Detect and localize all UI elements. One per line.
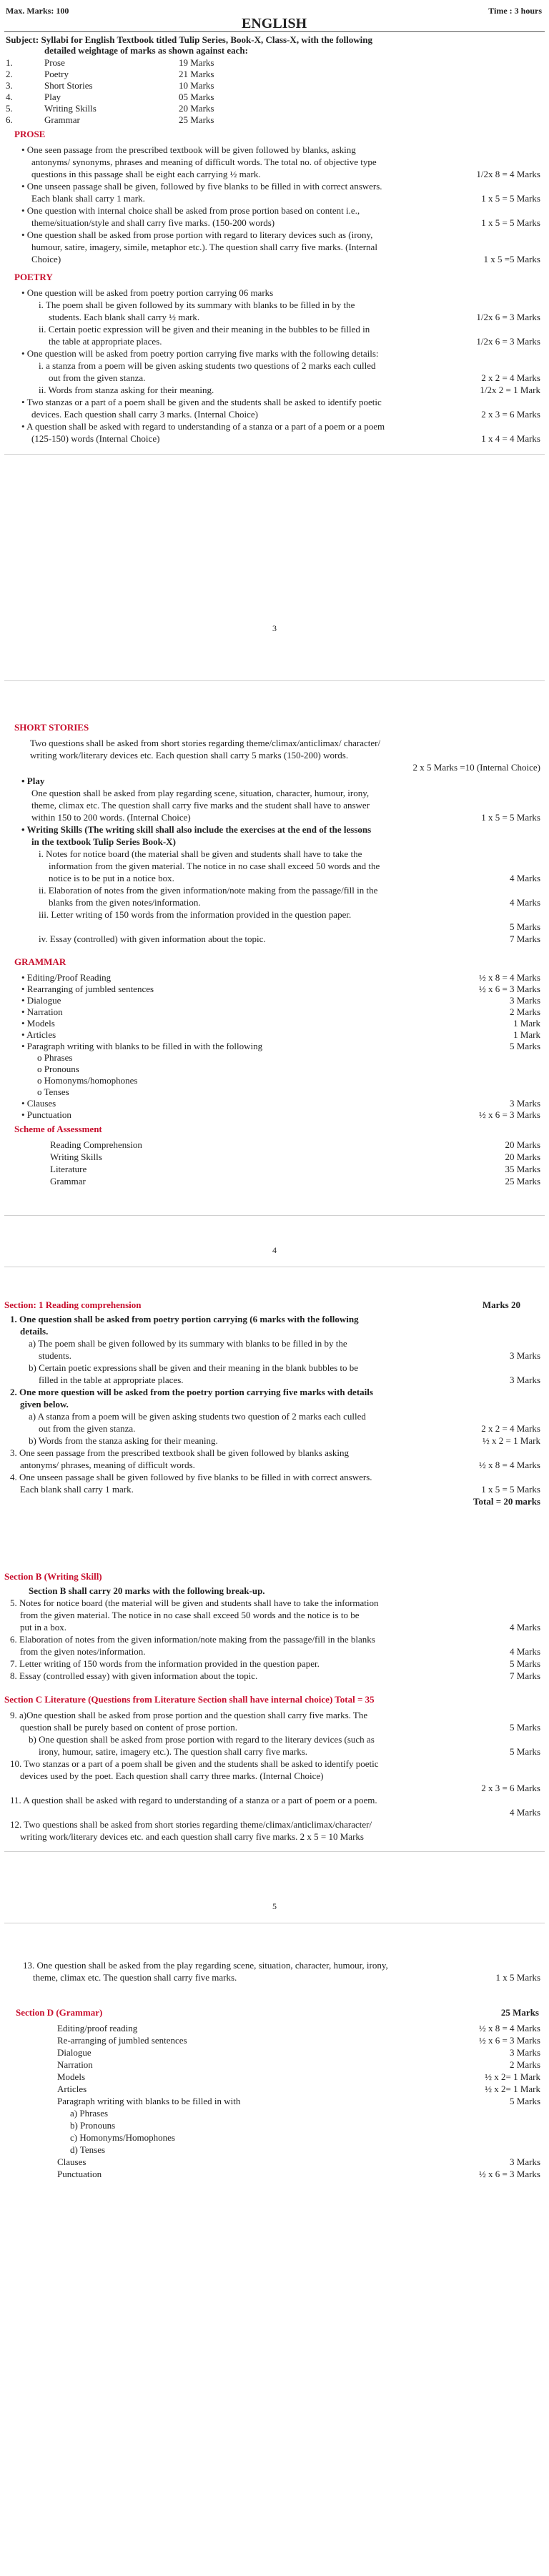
text-line: iv. Essay (controlled) with given information about the topic.: [39, 933, 266, 944]
text-line: • Rearranging of jumbled sentences: [21, 984, 154, 994]
marks-label: 4 Marks: [510, 1646, 540, 1657]
text-line: ii. Elaboration of notes from the given information/note making from the passage/fill in the: [39, 885, 378, 896]
marks-label: 4 Marks: [510, 873, 540, 883]
weightage-name: Grammar: [44, 114, 80, 125]
weightage-name: Poetry: [44, 69, 69, 79]
page-number: 3: [272, 623, 277, 633]
weightage-num: 6.: [6, 114, 13, 125]
text-line: (125-150) words (Internal Choice): [31, 433, 160, 444]
text-line: theme/situation/style and shall carry five marks. (150-200 words): [31, 217, 275, 228]
marks-label: 1/2x 2 = 1 Mark: [480, 385, 540, 395]
page-number: 5: [272, 1901, 277, 1911]
weightage-marks: 21 Marks: [179, 69, 214, 79]
text-line: • Editing/Proof Reading: [21, 972, 112, 983]
time-label: Time : 3 hours: [488, 6, 542, 16]
text-line: • Writing Skills (The writing skill shall also include the exercises at the end of the lessons: [21, 824, 372, 835]
page-separator: [4, 1851, 545, 1852]
text-line: devices used by the poet. Each question shall carry three marks. (Internal Choice): [20, 1770, 324, 1781]
text-line: o Pronouns: [37, 1064, 79, 1074]
text-line: 4. One unseen passage shall be given followed by five blanks to be filled in with correct answers.: [10, 1472, 372, 1482]
text-line: ii. Words from stanza asking for their meaning.: [39, 385, 214, 395]
text-line: iii. Letter writing of 150 words from the information provided in the question paper.: [39, 909, 352, 920]
text-line: Section B shall carry 20 marks with the following break-up.: [29, 1585, 265, 1596]
text-line: • Punctuation: [21, 1109, 71, 1120]
text-line: devices. Each question shall carry 3 marks. (Internal Choice): [31, 409, 258, 420]
marks-label: ½ x 8 = 4 Marks: [478, 1460, 540, 1470]
text-line: details.: [20, 1326, 49, 1337]
text-line: b) One question shall be asked from prose portion with regard to the literary devices (such as: [29, 1734, 375, 1745]
page-separator: [4, 1215, 545, 1216]
text-line: 3. One seen passage from the prescribed textbook shall be given followed by blanks asking: [10, 1447, 350, 1458]
weightage-marks: 10 Marks: [179, 80, 214, 91]
text-line: Paragraph writing with blanks to be filled in with: [57, 2096, 241, 2106]
text-line: • One question will be asked from poetry portion carrying five marks with the following details:: [21, 348, 379, 359]
marks-label: 4 Marks: [510, 1807, 540, 1818]
text-line: i. a stanza from a poem will be given asking students two questions of 2 marks each culled: [39, 360, 376, 371]
text-line: o Tenses: [37, 1086, 69, 1097]
marks-label: 5 Marks: [510, 1722, 540, 1733]
scheme-row-name: Grammar: [50, 1176, 86, 1187]
text-line: 1. One question shall be asked from poetry portion carrying (6 marks with the following: [10, 1314, 359, 1324]
marks-label: 1/2x 6 = 3 Marks: [476, 312, 540, 322]
text-line: theme, climax etc. The question shall carry five marks.: [33, 1972, 237, 1983]
text-line: Editing/proof reading: [57, 2023, 138, 2033]
text-line: put in a box.: [20, 1622, 66, 1633]
marks-label: 1 x 5 =5 Marks: [483, 254, 540, 264]
marks-label: 3 Marks: [510, 995, 540, 1006]
text-line: Each blank shall carry 1 mark.: [20, 1484, 134, 1495]
text-line: humour, satire, imagery, simile, metaphor etc.). The question shall carry five marks. (Internal: [31, 242, 377, 252]
marks-label: 3 Marks: [510, 1374, 540, 1385]
text-line: within 150 to 200 words. (Internal Choice): [31, 812, 191, 823]
marks-label: 5 Marks: [510, 1658, 540, 1669]
text-line: a) Phrases: [70, 2108, 109, 2119]
marks-label: 2 x 3 = 6 Marks: [481, 1783, 540, 1793]
weightage-num: 2.: [6, 69, 13, 79]
text-line: question shall be purely based on content of prose portion.: [20, 1722, 237, 1733]
marks-label: 5 Marks: [510, 1041, 540, 1051]
marks-label: 1 x 5 = 5 Marks: [481, 217, 540, 228]
marks-label: 3 Marks: [510, 1350, 540, 1361]
subject-line-1: Subject: Syllabi for English Textbook titled Tulip Series, Book-X, Class-X, with the following: [6, 34, 372, 45]
page-separator: [4, 680, 545, 681]
prose-heading: PROSE: [14, 129, 46, 139]
text-line: out from the given stanza.: [49, 372, 146, 383]
text-line: Clauses: [57, 2156, 86, 2167]
text-line: writing work/literary devices etc. and each question shall carry five marks. 2 x 5 = 10 Marks: [20, 1831, 364, 1842]
marks-label: 1 x 5 Marks: [495, 1972, 540, 1983]
header-rule: [4, 31, 545, 32]
text-line: ii. Certain poetic expression will be given and their meaning in the bubbles to be filled in: [39, 324, 370, 335]
text-line: b) Words from the stanza asking for their meaning.: [29, 1435, 218, 1446]
text-line: questions in this passage shall be eight each carrying ½ mark.: [31, 169, 261, 179]
scheme-row-marks: 35 Marks: [505, 1164, 540, 1174]
text-line: c) Homonyms/Homophones: [70, 2132, 175, 2143]
text-line: • One question shall be asked from prose portion with regard to literary devices such as (irony,: [21, 229, 373, 240]
text-line: • Dialogue: [21, 995, 61, 1006]
text-line: • Play: [21, 776, 45, 786]
section1-heading: Section: 1 Reading comprehension: [4, 1299, 142, 1310]
weightage-name: Writing Skills: [44, 103, 97, 114]
text-line: • Articles: [21, 1029, 56, 1040]
text-line: Articles: [57, 2084, 87, 2094]
marks-label: 1 x 4 = 4 Marks: [481, 433, 540, 444]
text-line: • One question with internal choice shall be asked from prose portion based on content i.e.,: [21, 205, 360, 216]
marks-label: 2 x 2 = 4 Marks: [481, 372, 540, 383]
text-line: Models: [57, 2071, 85, 2082]
short-stories-heading: SHORT STORIES: [14, 722, 89, 733]
scheme-row-name: Writing Skills: [50, 1151, 102, 1162]
text-line: d) Tenses: [70, 2144, 106, 2155]
marks-label: 7 Marks: [510, 933, 540, 944]
text-line: Two questions shall be asked from short stories regarding theme/climax/anticlimax/ character/: [30, 738, 381, 748]
text-line: 9. a)One question shall be asked from prose portion and the question shall carry five marks. The: [10, 1710, 368, 1720]
text-line: b) Certain poetic expressions shall be given and their meaning in the blank bubbles to be: [29, 1362, 359, 1373]
text-line: Each blank shall carry 1 mark.: [31, 193, 145, 204]
text-line: the table at appropriate places.: [49, 336, 162, 347]
text-line: writing work/literary devices etc. Each question shall carry 5 marks (150-200) words.: [30, 750, 349, 761]
weightage-num: 1.: [6, 57, 13, 68]
sectionB-heading: Section B (Writing Skill): [4, 1571, 102, 1582]
marks-label: ½ x 2= 1 Mark: [485, 2071, 540, 2082]
scheme-row-marks: 25 Marks: [505, 1176, 540, 1187]
poetry-heading: POETRY: [14, 272, 53, 282]
sectionC-heading: Section C Literature (Questions from Literature Section shall have internal choice) Total = 35: [4, 1694, 375, 1705]
text-line: Narration: [57, 2059, 93, 2070]
text-line: i. Notes for notice board (the material shall be given and students shall have to take the: [39, 848, 362, 859]
marks-label: ½ x 6 = 3 Marks: [478, 2035, 540, 2046]
weightage-name: Play: [44, 91, 61, 102]
text-line: antonyms/ phrases, meaning of difficult words.: [20, 1460, 195, 1470]
scheme-row-name: Reading Comprehension: [50, 1139, 142, 1150]
section1-marks: Marks 20: [482, 1299, 520, 1310]
text-line: 12. Two questions shall be asked from short stories regarding theme/climax/anticlimax/character/: [10, 1819, 372, 1830]
marks-label: 2 Marks: [510, 1006, 540, 1017]
page-number: 4: [272, 1245, 277, 1255]
text-line: • Models: [21, 1018, 55, 1029]
marks-label: 3 Marks: [510, 2156, 540, 2167]
text-line: One question shall be asked from play regarding scene, situation, character, humour, irony,: [31, 788, 370, 798]
text-line: 10. Two stanzas or a part of a poem shall be given and the students shall be asked to identify poetic: [10, 1758, 379, 1769]
text-line: Punctuation: [57, 2169, 102, 2179]
marks-label: ½ x 8 = 4 Marks: [478, 972, 540, 983]
marks-label: 3 Marks: [510, 1098, 540, 1109]
weightage-num: 5.: [6, 103, 13, 114]
sectionD-marks: 25 Marks: [500, 2007, 539, 2018]
marks-label: 5 Marks: [510, 2096, 540, 2106]
text-line: 8. Essay (controlled essay) with given information about the topic.: [10, 1670, 258, 1681]
text-line: • Narration: [21, 1006, 63, 1017]
text-line: antonyms/ synonyms, phrases and meaning of difficult words. The total no. of objective type: [31, 157, 377, 167]
page-separator: [4, 454, 545, 455]
marks-label: 4 Marks: [510, 1622, 540, 1633]
text-line: o Phrases: [37, 1052, 73, 1063]
text-line: 2. One more question will be asked from the poetry portion carrying five marks with details: [10, 1387, 373, 1397]
text-line: • One seen passage from the prescribed textbook will be given followed by blanks, asking: [21, 144, 356, 155]
text-line: 5. Notes for notice board (the material will be given and students shall have to take the information: [10, 1597, 379, 1608]
marks-label: ½ x 2 = 1 Mark: [483, 1435, 540, 1446]
marks-label: 1/2x 6 = 3 Marks: [476, 336, 540, 347]
text-line: out from the given stanza.: [39, 1423, 136, 1434]
marks-label: 4 Marks: [510, 897, 540, 908]
weightage-num: 3.: [6, 80, 13, 91]
text-line: • One question will be asked from poetry portion carrying 06 marks: [21, 287, 274, 298]
marks-label: ½ x 6 = 3 Marks: [478, 984, 540, 994]
text-line: • Paragraph writing with blanks to be filled in with the following: [21, 1041, 263, 1051]
sectionD-heading: Section D (Grammar): [16, 2007, 103, 2018]
weightage-marks: 19 Marks: [179, 57, 214, 68]
weightage-marks: 20 Marks: [179, 103, 214, 114]
text-line: from the given notes/information.: [20, 1646, 146, 1657]
text-line: 13. One question shall be asked from the play regarding scene, situation, character, humour, irony,: [23, 1960, 388, 1971]
marks-label: 1 Mark: [513, 1018, 540, 1029]
text-line: students.: [39, 1350, 71, 1361]
scheme-row-marks: 20 Marks: [505, 1139, 540, 1150]
marks-label: 2 x 2 = 4 Marks: [481, 1423, 540, 1434]
marks-label: Total = 20 marks: [473, 1496, 540, 1507]
text-line: notice is to be put in a notice box.: [49, 873, 174, 883]
marks-label: 1/2x 8 = 4 Marks: [476, 169, 540, 179]
page-title: ENGLISH: [242, 16, 307, 31]
text-line: 11. A question shall be asked with regard to understanding of a stanza or a part of poem or a poem.: [10, 1795, 377, 1805]
scheme-heading: Scheme of Assessment: [14, 1124, 102, 1134]
text-line: students. Each blank shall carry ½ mark.: [49, 312, 200, 322]
marks-label: ½ x 2= 1 Mark: [485, 2084, 540, 2094]
marks-label: 2 Marks: [510, 2059, 540, 2070]
marks-label: 5 Marks: [510, 1746, 540, 1757]
text-line: Re-arranging of jumbled sentences: [57, 2035, 187, 2046]
scheme-row-marks: 20 Marks: [505, 1151, 540, 1162]
text-line: 7. Letter writing of 150 words from the information provided in the question paper.: [10, 1658, 320, 1669]
marks-label: 2 x 3 = 6 Marks: [481, 409, 540, 420]
text-line: i. The poem shall be given followed by its summary with blanks to be filled in by the: [39, 299, 355, 310]
marks-label: 7 Marks: [510, 1670, 540, 1681]
text-line: b) Pronouns: [70, 2120, 116, 2131]
text-line: Choice): [31, 254, 61, 264]
text-line: a) A stanza from a poem will be given asking students two question of 2 marks each culled: [29, 1411, 366, 1422]
text-line: 6. Elaboration of notes from the given information/note making from the passage/fill in the blanks: [10, 1634, 375, 1645]
text-line: from the given material. The notice in no case shall exceed 50 words and the notice is to be: [20, 1610, 360, 1620]
text-line: o Homonyms/homophones: [37, 1075, 138, 1086]
marks-label: 5 Marks: [510, 921, 540, 932]
text-line: • Two stanzas or a part of a poem shall be given and the students shall be asked to identify poetic: [21, 397, 382, 407]
marks-label: 1 x 5 = 5 Marks: [481, 812, 540, 823]
text-line: • Clauses: [21, 1098, 56, 1109]
marks-label: ½ x 6 = 3 Marks: [478, 2169, 540, 2179]
weightage-marks: 05 Marks: [179, 91, 214, 102]
max-marks: Max. Marks: 100: [6, 6, 69, 16]
text-line: filled in the table at appropriate places.: [39, 1374, 184, 1385]
text-line: a) The poem shall be given followed by its summary with blanks to be filled in by the: [29, 1338, 347, 1349]
marks-label: 2 x 5 Marks =10 (Internal Choice): [412, 762, 540, 773]
text-line: blanks from the given notes/information.: [49, 897, 201, 908]
marks-label: 1 x 5 = 5 Marks: [481, 1484, 540, 1495]
marks-label: 1 Mark: [513, 1029, 540, 1040]
text-line: in the textbook Tulip Series Book-X): [31, 836, 176, 847]
text-line: Dialogue: [57, 2047, 92, 2058]
text-line: • A question shall be asked with regard to understanding of a stanza or a part of a poem or a poem: [21, 421, 385, 432]
text-line: information from the given material. The notice in no case shall exceed 50 words and the: [49, 861, 380, 871]
text-line: • One unseen passage shall be given, followed by five blanks to be filled in with correct answers.: [21, 181, 382, 192]
subject-line-2: detailed weightage of marks as shown against each:: [44, 45, 248, 56]
marks-label: ½ x 6 = 3 Marks: [478, 1109, 540, 1120]
weightage-name: Short Stories: [44, 80, 93, 91]
grammar-heading: GRAMMAR: [14, 956, 66, 967]
marks-label: 1 x 5 = 5 Marks: [481, 193, 540, 204]
text-line: given below.: [20, 1399, 69, 1410]
weightage-num: 4.: [6, 91, 13, 102]
scheme-row-name: Literature: [50, 1164, 87, 1174]
text-line: irony, humour, satire, imagery etc.). The question shall carry five marks.: [39, 1746, 308, 1757]
weightage-name: Prose: [44, 57, 65, 68]
text-line: theme, climax etc. The question shall carry five marks and the student shall have to answer: [31, 800, 370, 811]
weightage-marks: 25 Marks: [179, 114, 214, 125]
marks-label: 3 Marks: [510, 2047, 540, 2058]
marks-label: ½ x 8 = 4 Marks: [478, 2023, 540, 2033]
